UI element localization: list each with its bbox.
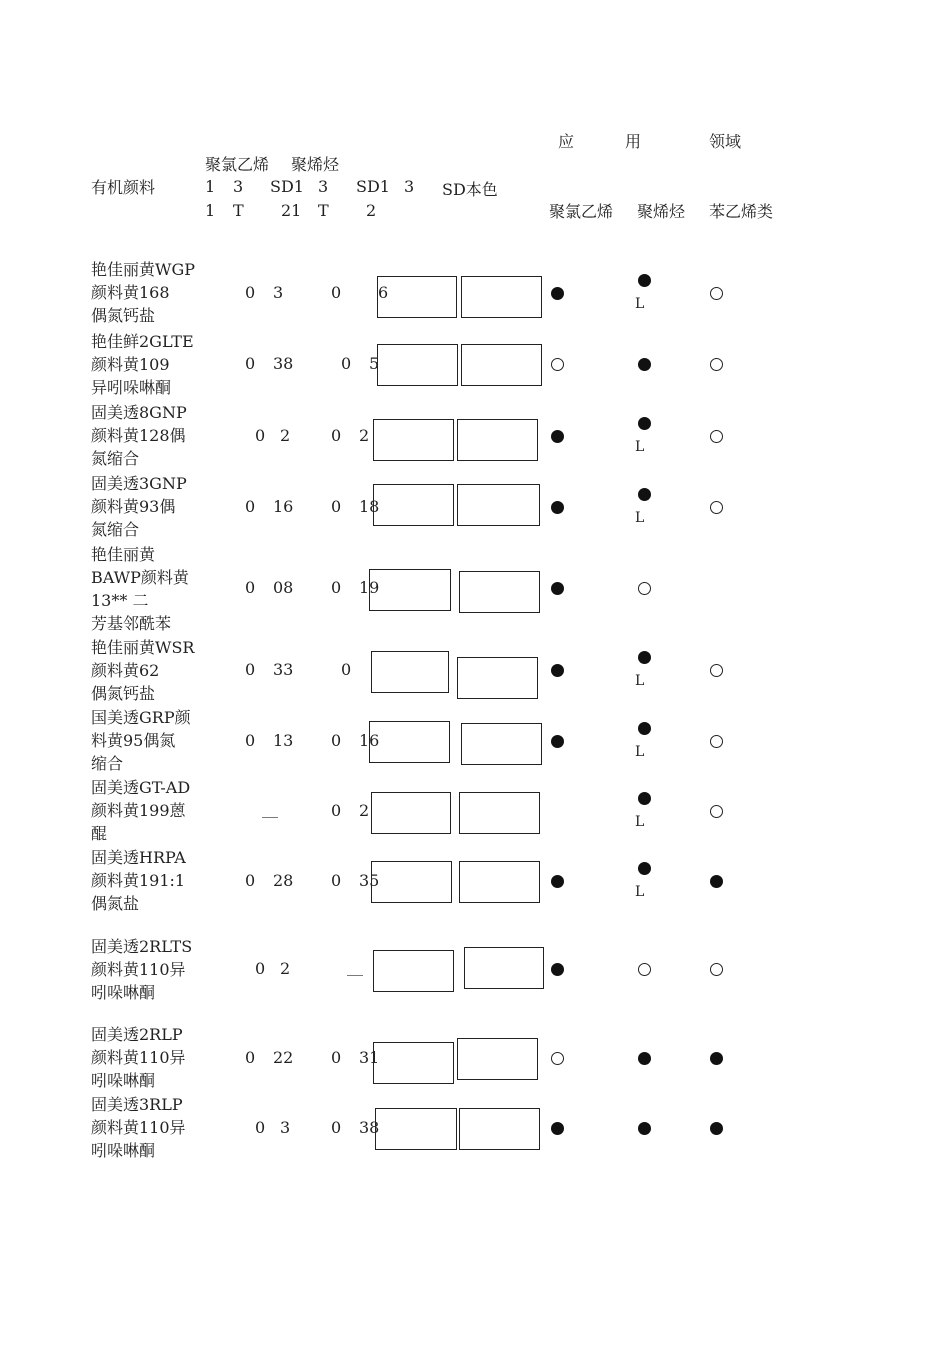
pigment-name-line: 国美透GRP颜 bbox=[91, 708, 191, 727]
ps-open-circle-icon bbox=[710, 287, 723, 300]
color-swatch-box bbox=[461, 344, 542, 386]
pvc-filled-circle-icon bbox=[551, 287, 564, 300]
test-value-v4: 38 bbox=[359, 1118, 380, 1137]
test-value-v1: 0 bbox=[245, 871, 256, 890]
header-app-char-3: 领域 bbox=[709, 132, 742, 151]
color-swatch-box bbox=[459, 861, 540, 903]
header-app-col-pe: 聚烯烃 bbox=[637, 202, 686, 221]
pigment-name-line: 料黄95偶氮 bbox=[91, 731, 176, 750]
test-value-v3: 0 bbox=[331, 1048, 342, 1067]
pvc-open-circle-icon bbox=[551, 1052, 564, 1065]
pigment-name bbox=[91, 776, 190, 845]
pigment-name-line: 固美透HRPA bbox=[91, 848, 186, 867]
header-test-r1-5: 3 bbox=[404, 177, 415, 196]
test-value-v2: 3 bbox=[273, 283, 284, 302]
test-value-v1: 0 bbox=[255, 959, 266, 978]
color-swatch-box bbox=[457, 657, 538, 699]
pvc-filled-circle-icon bbox=[551, 963, 564, 976]
test-value-v4: 35 bbox=[359, 871, 380, 890]
test-value-v3: 0 bbox=[331, 578, 342, 597]
test-value-v3: 0 bbox=[331, 283, 342, 302]
color-swatch-box bbox=[373, 419, 454, 461]
ps-filled-circle-icon bbox=[710, 1122, 723, 1135]
test-value-v1: 0 bbox=[245, 660, 256, 679]
pigment-name-line: 13** 二 bbox=[91, 591, 149, 610]
color-swatch-box bbox=[457, 419, 538, 461]
color-swatch-box bbox=[373, 950, 454, 992]
pigment-name bbox=[91, 1093, 186, 1162]
pigment-name bbox=[91, 472, 187, 541]
pe-filled-circle-icon bbox=[638, 722, 651, 735]
pigment-name-line: 颜料黄128偶 bbox=[91, 426, 186, 445]
pigment-name-line: 偶氮钙盐 bbox=[91, 306, 156, 325]
pigment-name-line: 吲哚啉酮 bbox=[91, 983, 156, 1002]
pigment-name-line: 固美透GT-AD bbox=[91, 778, 191, 797]
pe-l-mark: L bbox=[635, 439, 645, 455]
header-test-r2-2: 21 bbox=[281, 201, 302, 220]
test-value-v2: 22 bbox=[273, 1048, 294, 1067]
pigment-name bbox=[91, 1023, 186, 1092]
test-value-v1: 0 bbox=[245, 354, 256, 373]
ps-open-circle-icon bbox=[710, 430, 723, 443]
color-swatch-box bbox=[464, 947, 544, 989]
pigment-name bbox=[91, 330, 194, 399]
header-test-r1-2: SD1 bbox=[270, 177, 304, 196]
pe-l-mark: L bbox=[635, 884, 645, 900]
color-swatch-box bbox=[371, 792, 451, 834]
pigment-name-line: 氮缩合 bbox=[91, 449, 140, 468]
pigment-name-line: 醌 bbox=[91, 824, 108, 843]
test-value-v1: 0 bbox=[245, 731, 256, 750]
test-value-v3: 0 bbox=[331, 426, 342, 445]
pe-filled-circle-icon bbox=[638, 1052, 651, 1065]
header-app-char-2: 用 bbox=[625, 132, 642, 151]
pigment-name bbox=[91, 543, 189, 635]
pigment-name-line: 芳基邻酰苯 bbox=[91, 614, 172, 633]
ps-open-circle-icon bbox=[710, 664, 723, 677]
pigment-name bbox=[91, 846, 186, 915]
pigment-name bbox=[91, 706, 191, 775]
ps-open-circle-icon bbox=[710, 358, 723, 371]
color-swatch-box bbox=[375, 1108, 457, 1150]
test-value-v4: 2 bbox=[359, 801, 370, 820]
pe-filled-circle-icon bbox=[638, 358, 651, 371]
pe-open-circle-icon bbox=[638, 963, 651, 976]
pvc-filled-circle-icon bbox=[551, 430, 564, 443]
test-value-v3: 0 bbox=[331, 497, 342, 516]
color-swatch-box bbox=[459, 1108, 540, 1150]
test-value-v1: 0 bbox=[255, 1118, 266, 1137]
test-value-v4: 2 bbox=[359, 426, 370, 445]
pigment-name-line: 偶氮钙盐 bbox=[91, 684, 156, 703]
pe-filled-circle-icon bbox=[638, 274, 651, 287]
color-swatch-box bbox=[373, 1042, 454, 1084]
test-value-v3: 0 bbox=[331, 1118, 342, 1137]
header-pe-label: 聚烯烃 bbox=[291, 155, 340, 174]
pigment-name-line: 艳佳鲜2GLTE bbox=[91, 332, 194, 351]
pigment-name bbox=[91, 401, 187, 470]
ps-filled-circle-icon bbox=[710, 875, 723, 888]
pe-l-mark: L bbox=[635, 673, 645, 689]
ps-filled-circle-icon bbox=[710, 1052, 723, 1065]
test-value-v2: 16 bbox=[273, 497, 294, 516]
header-test-r2-4: 2 bbox=[366, 201, 377, 220]
pigment-name-line: 氮缩合 bbox=[91, 520, 140, 539]
pe-filled-circle-icon bbox=[638, 417, 651, 430]
test-value-v2: __ bbox=[262, 799, 278, 818]
pigment-name-line: 固美透8GNP bbox=[91, 403, 187, 422]
test-value-v2: 2 bbox=[280, 426, 291, 445]
header-organic-pigment: 有机颜料 bbox=[91, 178, 156, 197]
pigment-name-line: 颜料黄191:1 bbox=[91, 871, 186, 890]
header-test-r1-6: SD本色 bbox=[442, 180, 498, 199]
test-value-v2: 08 bbox=[273, 578, 294, 597]
header-test-r1-4: SD1 bbox=[356, 177, 390, 196]
header-test-r2-0: 1 bbox=[205, 201, 216, 220]
pigment-name-line: 颜料黄110异 bbox=[91, 1118, 186, 1137]
test-value-v2: 2 bbox=[280, 959, 291, 978]
color-swatch-box bbox=[371, 651, 449, 693]
color-swatch-box bbox=[457, 1038, 538, 1080]
test-value-v3: 0 bbox=[341, 660, 352, 679]
test-value-v4: 31 bbox=[359, 1048, 380, 1067]
header-test-r2-1: T bbox=[233, 201, 244, 220]
ps-open-circle-icon bbox=[710, 805, 723, 818]
color-swatch-box bbox=[377, 344, 458, 386]
pe-filled-circle-icon bbox=[638, 792, 651, 805]
header-app-char-1: 应 bbox=[558, 132, 575, 151]
header-test-r1-1: 3 bbox=[233, 177, 244, 196]
test-value-v4: __ bbox=[347, 957, 363, 976]
color-swatch-box bbox=[369, 569, 451, 611]
pe-l-mark: L bbox=[635, 814, 645, 830]
pigment-name-line: 艳佳丽黄WSR bbox=[91, 638, 195, 657]
test-value-v2: 28 bbox=[273, 871, 294, 890]
color-swatch-box bbox=[377, 276, 457, 318]
test-value-v1: 0 bbox=[245, 283, 256, 302]
color-swatch-box bbox=[459, 571, 540, 613]
pe-filled-circle-icon bbox=[638, 488, 651, 501]
pe-filled-circle-icon bbox=[638, 862, 651, 875]
pvc-filled-circle-icon bbox=[551, 875, 564, 888]
color-swatch-box bbox=[461, 723, 542, 765]
pigment-name-line: 吲哚啉酮 bbox=[91, 1071, 156, 1090]
pigment-name-line: 缩合 bbox=[91, 754, 124, 773]
pigment-name-line: 固美透2RLP bbox=[91, 1025, 183, 1044]
pvc-filled-circle-icon bbox=[551, 664, 564, 677]
pigment-name-line: 颜料黄93偶 bbox=[91, 497, 176, 516]
color-swatch-box bbox=[461, 276, 542, 318]
test-value-v2: 13 bbox=[273, 731, 294, 750]
test-value-v2: 3 bbox=[280, 1118, 291, 1137]
pigment-name bbox=[91, 636, 194, 705]
pigment-name-line: 颜料黄199蒽 bbox=[91, 801, 186, 820]
header-test-r1-3: 3 bbox=[318, 177, 329, 196]
header-app-col-pvc: 聚氯乙烯 bbox=[549, 202, 614, 221]
test-value-v1: 0 bbox=[245, 1048, 256, 1067]
test-value-v1: 0 bbox=[245, 578, 256, 597]
header-test-r1-0: 1 bbox=[205, 177, 216, 196]
pvc-filled-circle-icon bbox=[551, 582, 564, 595]
pigment-name-line: 艳佳丽黄WGP bbox=[91, 260, 195, 279]
header-test-r2-3: T bbox=[318, 201, 329, 220]
test-value-v4: 18 bbox=[359, 497, 380, 516]
test-value-v4: 19 bbox=[359, 578, 380, 597]
test-value-v3: 0 bbox=[331, 801, 342, 820]
color-swatch-box bbox=[371, 861, 452, 903]
pe-l-mark: L bbox=[635, 296, 645, 312]
ps-open-circle-icon bbox=[710, 501, 723, 514]
pigment-name-line: 固美透3RLP bbox=[91, 1095, 183, 1114]
pvc-filled-circle-icon bbox=[551, 1122, 564, 1135]
header-pvc-label: 聚氯乙烯 bbox=[205, 155, 270, 174]
pe-l-mark: L bbox=[635, 744, 645, 760]
ps-open-circle-icon bbox=[710, 963, 723, 976]
pigment-name-line: 异吲哚啉酮 bbox=[91, 378, 172, 397]
pigment-name-line: 吲哚啉酮 bbox=[91, 1141, 156, 1160]
pigment-name-line: 艳佳丽黄 bbox=[91, 545, 156, 564]
header-app-col-ps: 苯乙烯类 bbox=[709, 202, 774, 221]
pvc-filled-circle-icon bbox=[551, 735, 564, 748]
test-value-v1: 0 bbox=[255, 426, 266, 445]
color-swatch-box bbox=[369, 721, 450, 763]
pvc-open-circle-icon bbox=[551, 358, 564, 371]
pigment-name-line: 固美透3GNP bbox=[91, 474, 187, 493]
pigment-name-line: BAWP颜料黄 bbox=[91, 568, 189, 587]
test-value-v2: 38 bbox=[273, 354, 294, 373]
test-value-v3: 0 bbox=[331, 731, 342, 750]
pigment-name-line: 固美透2RLTS bbox=[91, 937, 193, 956]
pvc-filled-circle-icon bbox=[551, 501, 564, 514]
test-value-v4: 6 bbox=[378, 283, 389, 302]
color-swatch-box bbox=[457, 484, 540, 526]
color-swatch-box bbox=[373, 484, 454, 526]
pigment-name-line: 颜料黄168 bbox=[91, 283, 170, 302]
test-value-v4: 16 bbox=[359, 731, 380, 750]
pigment-name-line: 颜料黄109 bbox=[91, 355, 170, 374]
pigment-name-line: 偶氮盐 bbox=[91, 894, 140, 913]
test-value-v4: 5 bbox=[369, 354, 380, 373]
ps-open-circle-icon bbox=[710, 735, 723, 748]
pe-open-circle-icon bbox=[638, 582, 651, 595]
test-value-v2: 33 bbox=[273, 660, 294, 679]
test-value-v3: 0 bbox=[331, 871, 342, 890]
pe-filled-circle-icon bbox=[638, 651, 651, 664]
test-value-v1: 0 bbox=[245, 497, 256, 516]
test-value-v3: 0 bbox=[341, 354, 352, 373]
pigment-name bbox=[91, 258, 195, 327]
pe-l-mark: L bbox=[635, 510, 645, 526]
pigment-name bbox=[91, 935, 192, 1004]
pe-filled-circle-icon bbox=[638, 1122, 651, 1135]
color-swatch-box bbox=[459, 792, 540, 834]
pigment-name-line: 颜料黄62 bbox=[91, 661, 160, 680]
pigment-name-line: 颜料黄110异 bbox=[91, 960, 186, 979]
pigment-name-line: 颜料黄110异 bbox=[91, 1048, 186, 1067]
